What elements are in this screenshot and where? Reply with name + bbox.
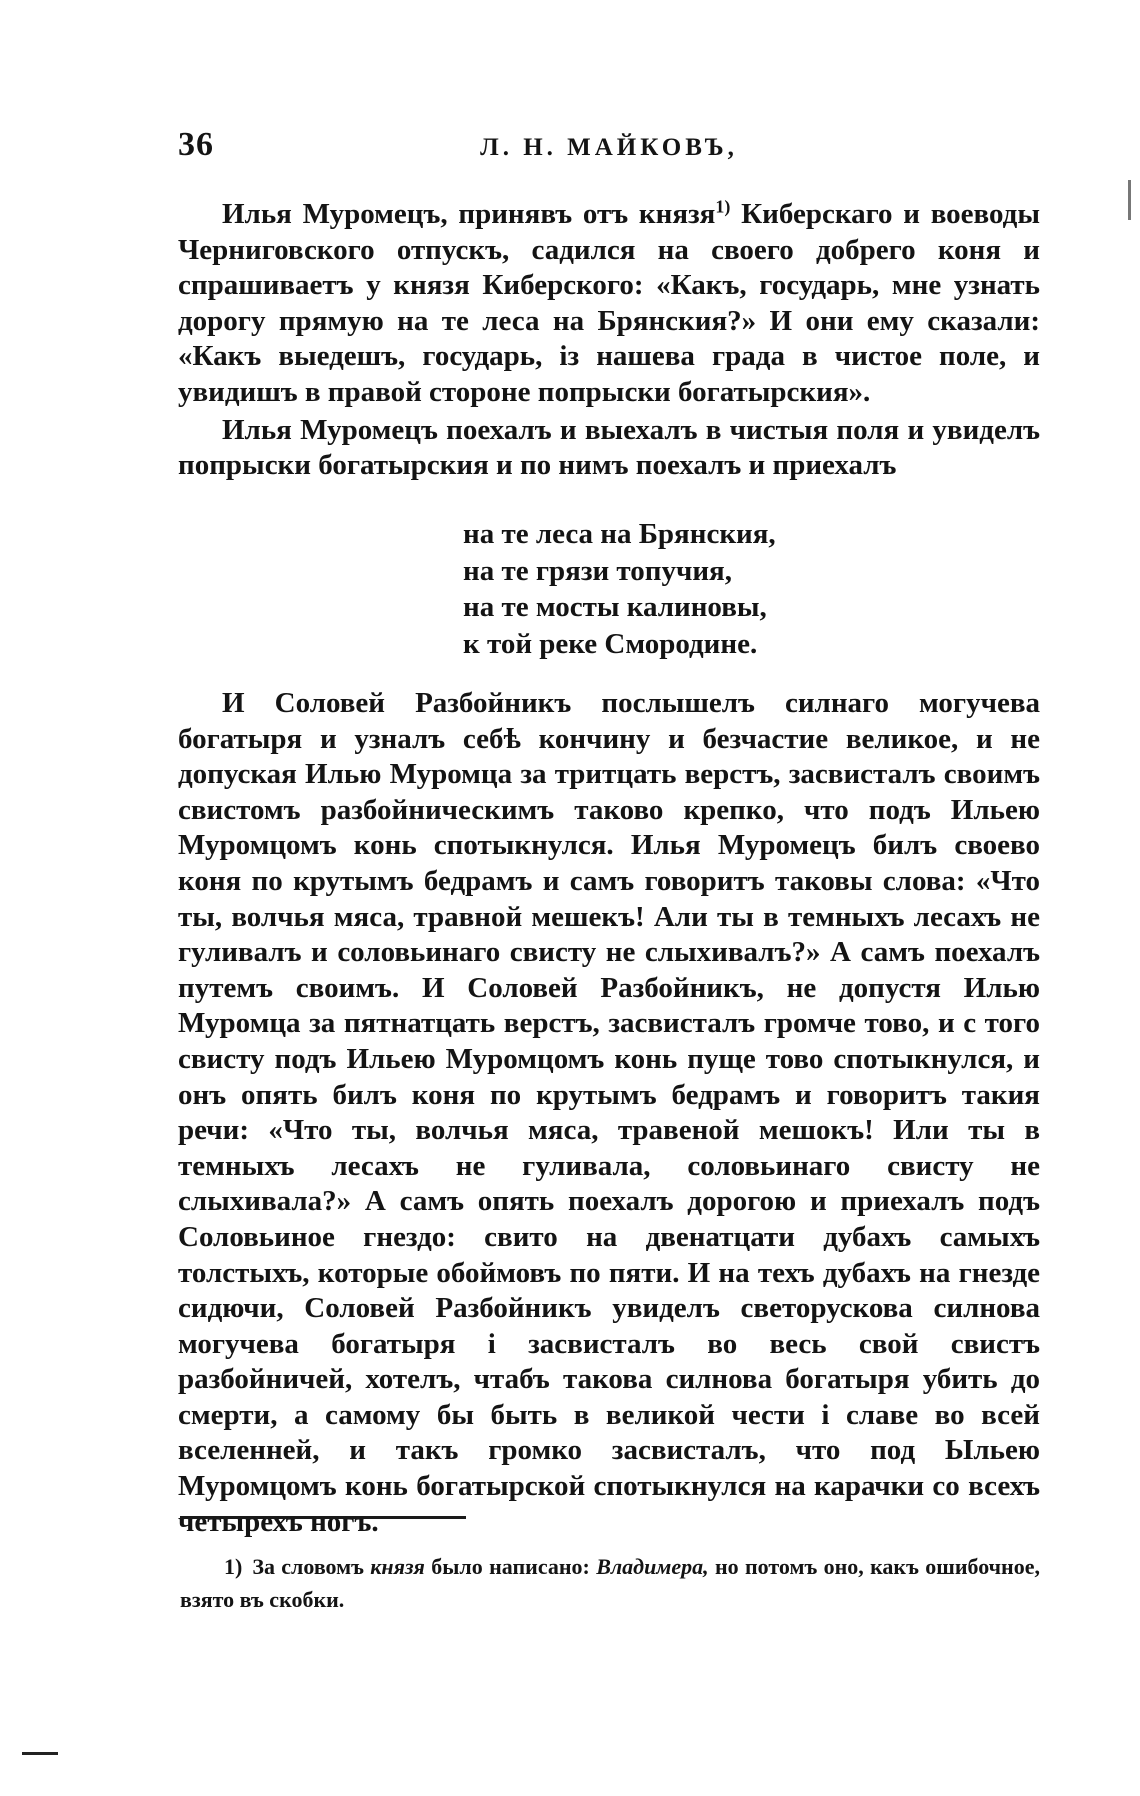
paragraph-1-start: Илья Муромецъ, принявъ отъ князя (222, 198, 716, 230)
scan-edge-mark (22, 1752, 58, 1755)
verse-line: к той реке Смородине. (463, 627, 758, 660)
footnote-italic-word-1: князя (370, 1554, 425, 1579)
footnote-text-after: но потомъ оно, какъ ошибочное, взято въ скобки. (180, 1554, 1041, 1612)
footnote-divider (180, 1516, 466, 1519)
body-text-top (178, 197, 1040, 484)
body-text-bottom (178, 686, 1040, 1540)
paragraph-3: И Соловей Разбойникъ послышелъ силнаго могучева богатыря и узналъ себѣ кончину и безчастие великое, и не допуская Илью Муромца за тритцать верстъ, засвисталъ своимъ свистомъ разбойническимъ таково крепко, что подъ Ильею Муромцомъ конь спотыкнулся. Илья Муромецъ билъ своево коня по крутымъ бедрамъ и самъ говоритъ таковы слова: «Что ты, волчья мяса, травной мешекъ! Али ты в темныхъ лесахъ не гуливалъ и соловьинаго свисту не слыхивалъ?» А самъ поехалъ путемъ своимъ. И Соловей Разбойникъ, не допустя Илью Муромца за пятнатцать верстъ, засвисталъ громче тово, и с того свисту подъ Ильею Муромцомъ конь пуще тово спотыкнулся, и онъ опять билъ коня по крутымъ бедрамъ и говоритъ такия речи: «Что ты, волчья мяса, травеной мешокъ! Или ты в темныхъ лесахъ не гуливала, соловьинаго свисту не слыхивала?» А самъ опять поехалъ дорогою и приехалъ подъ Соловьиное гнездо: свито на двенатцати дубахъ самыхъ толстыхъ, которые обоймовъ по пяти. И на техъ дубахъ на гнезде сидючи, Соловей Разбойникъ увиделъ светорускова силнова могучева богатыря і засвисталъ во весь свой свистъ разбойничей, хотелъ, чтабъ такова силнова богатыря убить до смерти, а самому бы быть в великой чести і славе во всей вселенней, и такъ громко засвисталъ, что под Ыльею Муромцомъ конь богатырской спотыкнулся на карачки со всехъ четырехъ ногъ. (178, 687, 1040, 1538)
running-head: Л. Н. МАЙКОВЪ, (480, 134, 738, 161)
verse-block (463, 516, 776, 662)
verse-line: на те мосты калиновы, (463, 591, 767, 623)
footnote (180, 1550, 1040, 1616)
verse-line: на те грязи топучия, (463, 554, 733, 587)
paragraph-1-rest: Киберскаго и воеводы Черниговского отпускъ, садился на своего добрего коня и спрашиваетъ у князя Киберского: «Какъ, государь, мне узнать дорогу прямую на те леса на Брянския?» И они ему сказали: «Какъ выедешъ, государь, із нашева града в чистое поле, и увидишъ в правой стороне попрыски богатырския». (178, 198, 1040, 408)
footnote-italic-word-2: Владимера, (596, 1554, 709, 1579)
verse-line: на те леса на Брянския, (463, 518, 776, 550)
footnote-text-middle: было написано: (424, 1554, 597, 1579)
scan-edge-mark (1128, 180, 1131, 220)
page-number: 36 (178, 126, 214, 163)
paragraph-2: Илья Муромецъ поехалъ и выехалъ в чистыя поля и увиделъ попрыски богатырския и по нимъ поехалъ и приехалъ (178, 413, 1040, 482)
footnote-text-before: За словомъ (252, 1554, 371, 1579)
footnote-reference: 1) (715, 196, 731, 217)
page-header (178, 126, 1040, 170)
footnote-label: 1) (224, 1554, 243, 1579)
paragraph-1 (178, 197, 1040, 411)
